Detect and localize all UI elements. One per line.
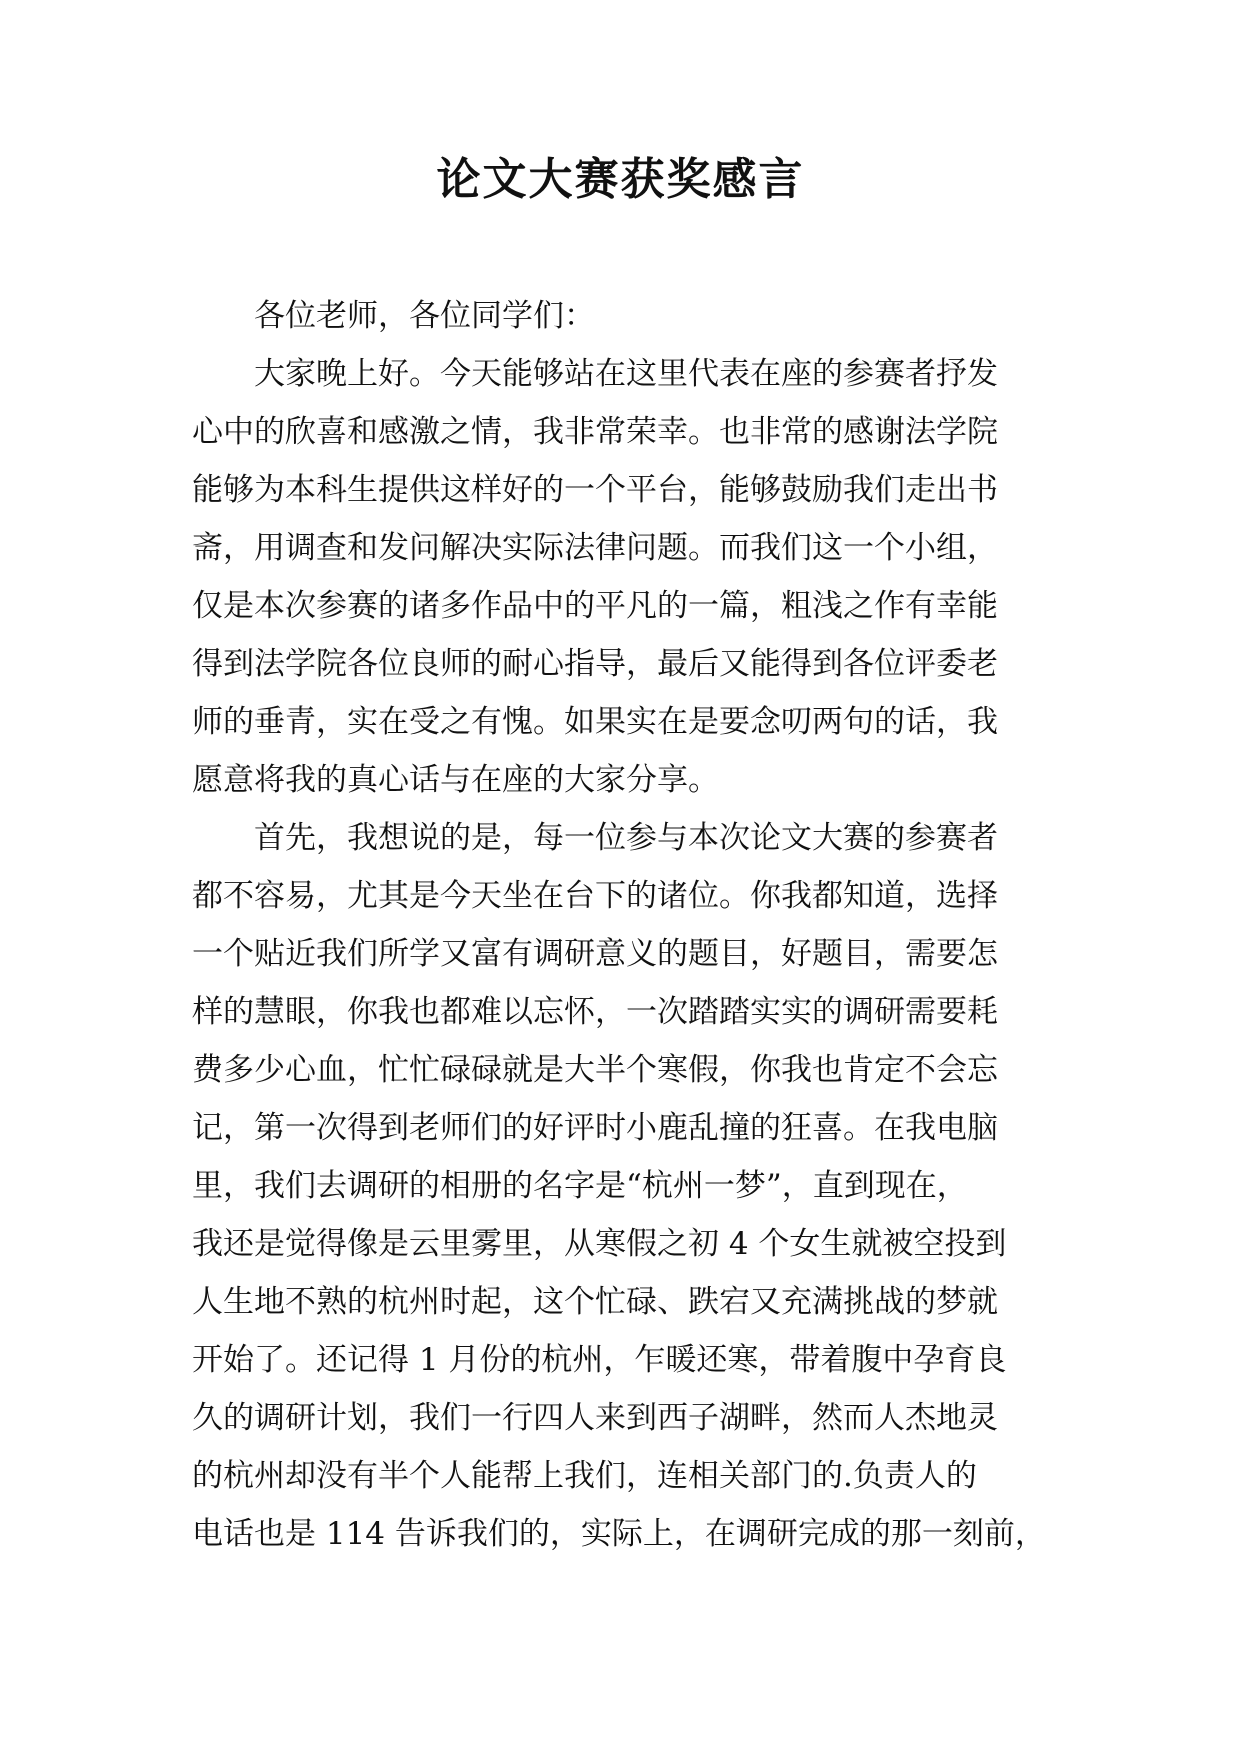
text-line-salutation: 各位老师，各位同学们： [254,298,595,334]
text-line: 记，第一次得到老师们的好评时小鹿乱撞的狂喜。在我电脑 [192,1110,998,1146]
text-line: 得到法学院各位良师的耐心指导，最后又能得到各位评委老 [192,646,998,682]
text-line: 心中的欣喜和感激之情，我非常荣幸。也非常的感谢法学院 [192,414,998,450]
text-line: 费多少心血，忙忙碌碌就是大半个寒假，你我也肯定不会忘 [192,1052,998,1088]
text-line: 大家晚上好。今天能够站在这里代表在座的参赛者抒发 [254,356,998,392]
text-line: 久的调研计划，我们一行四人来到西子湖畔，然而人杰地灵 [192,1400,998,1436]
text-line: 能够为本科生提供这样好的一个平台，能够鼓励我们走出书 [192,472,998,508]
text-line: 人生地不熟的杭州时起，这个忙碌、跌宕又充满挑战的梦就 [192,1284,998,1320]
text-line: 师的垂青，实在受之有愧。如果实在是要念叨两句的话，我 [192,704,998,740]
text-line: 我还是觉得像是云里雾里，从寒假之初 4 个女生就被空投到 [192,1226,1007,1262]
text-line: 里，我们去调研的相册的名字是“杭州一梦”，直到现在， [192,1168,968,1204]
text-line: 都不容易，尤其是今天坐在台下的诸位。你我都知道，选择 [192,878,998,914]
text-line: 首先，我想说的是，每一位参与本次论文大赛的参赛者 [254,820,998,856]
text-line: 的杭州却没有半个人能帮上我们，连相关部门的.负责人的 [192,1458,977,1494]
text-line: 电话也是 114 告诉我们的，实际上，在调研完成的那一刻前， [192,1516,1046,1552]
document-title: 论文大赛获奖感言 [436,154,805,205]
text-line: 斋，用调查和发问解决实际法律问题。而我们这一个小组， [192,530,998,566]
text-line: 一个贴近我们所学又富有调研意义的题目，好题目，需要怎 [192,936,998,972]
text-line: 样的慧眼，你我也都难以忘怀，一次踏踏实实的调研需要耗 [192,994,998,1030]
text-line: 仅是本次参赛的诸多作品中的平凡的一篇，粗浅之作有幸能 [192,588,998,624]
text-line: 愿意将我的真心话与在座的大家分享。 [192,762,719,798]
document-body [192,287,1062,1563]
text-line: 开始了。还记得 1 月份的杭州，乍暖还寒，带着腹中孕育良 [192,1342,1007,1378]
